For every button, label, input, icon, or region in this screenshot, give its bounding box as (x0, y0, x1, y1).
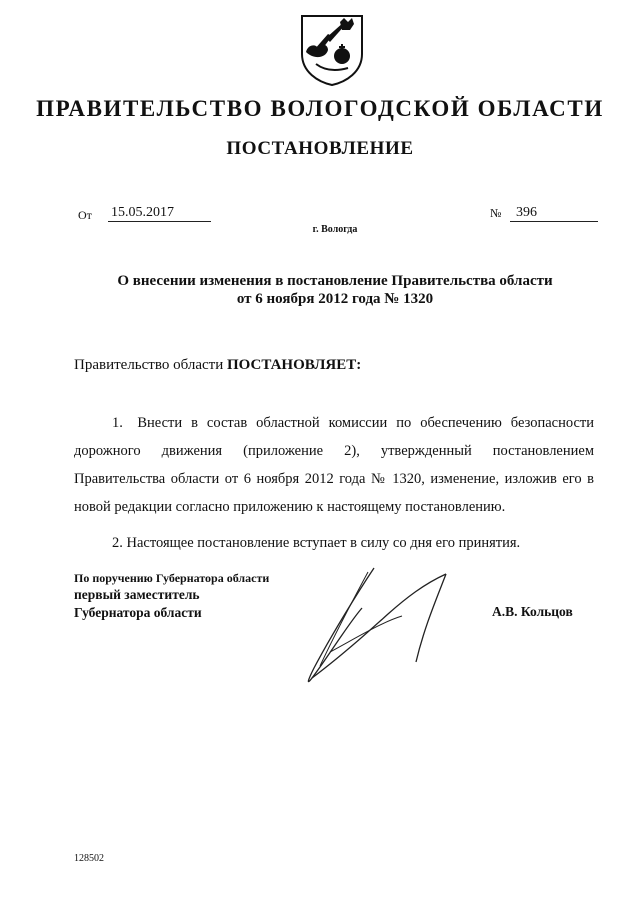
organization-title: ПРАВИТЕЛЬСТВО ВОЛОГОДСКОЙ ОБЛАСТИ (36, 96, 604, 121)
signer-block (74, 570, 269, 622)
signer-position-line-1: первый заместитель (74, 587, 200, 602)
signer-position-line-2: Губернатора области (74, 605, 202, 620)
document-subject (0, 272, 640, 308)
resolution-item-1: 1. Внести в состав областной комиссии по обеспечению безопасности дорожного движения (приложение 2), утвержденный постановлением Правительства области от 6 ноября 2012 года № 1320, изменение, изложив его в новой редакции согласно приложению к настоящему постановлению. (74, 415, 594, 515)
preamble-text: Правительство области (74, 357, 227, 373)
resolution-item-2: 2. Настоящее постановление вступает в силу со дня его принятия. (112, 535, 521, 551)
resolution-body (74, 409, 594, 557)
subject-line-1: О внесении изменения в постановление Правительства области (117, 273, 553, 289)
date-prefix: От (78, 208, 92, 222)
coat-of-arms-icon (298, 14, 366, 86)
handwritten-signature-icon (296, 564, 466, 690)
signer-note: По поручению Губернатора области (74, 571, 270, 585)
number-prefix: № (490, 206, 502, 220)
number-value: 396 (510, 205, 598, 222)
preamble (74, 357, 361, 374)
date-value: 15.05.2017 (108, 205, 211, 222)
document-type: ПОСТАНОВЛЕНИЕ (226, 138, 414, 159)
footer-code: 128502 (74, 853, 104, 864)
subject-line-2: от 6 ноября 2012 года № 1320 (236, 291, 434, 307)
preamble-emphasis: ПОСТАНОВЛЯЕТ: (226, 357, 362, 373)
city: г. Вологда (312, 224, 358, 235)
signer-name: А.В. Кольцов (492, 604, 573, 619)
